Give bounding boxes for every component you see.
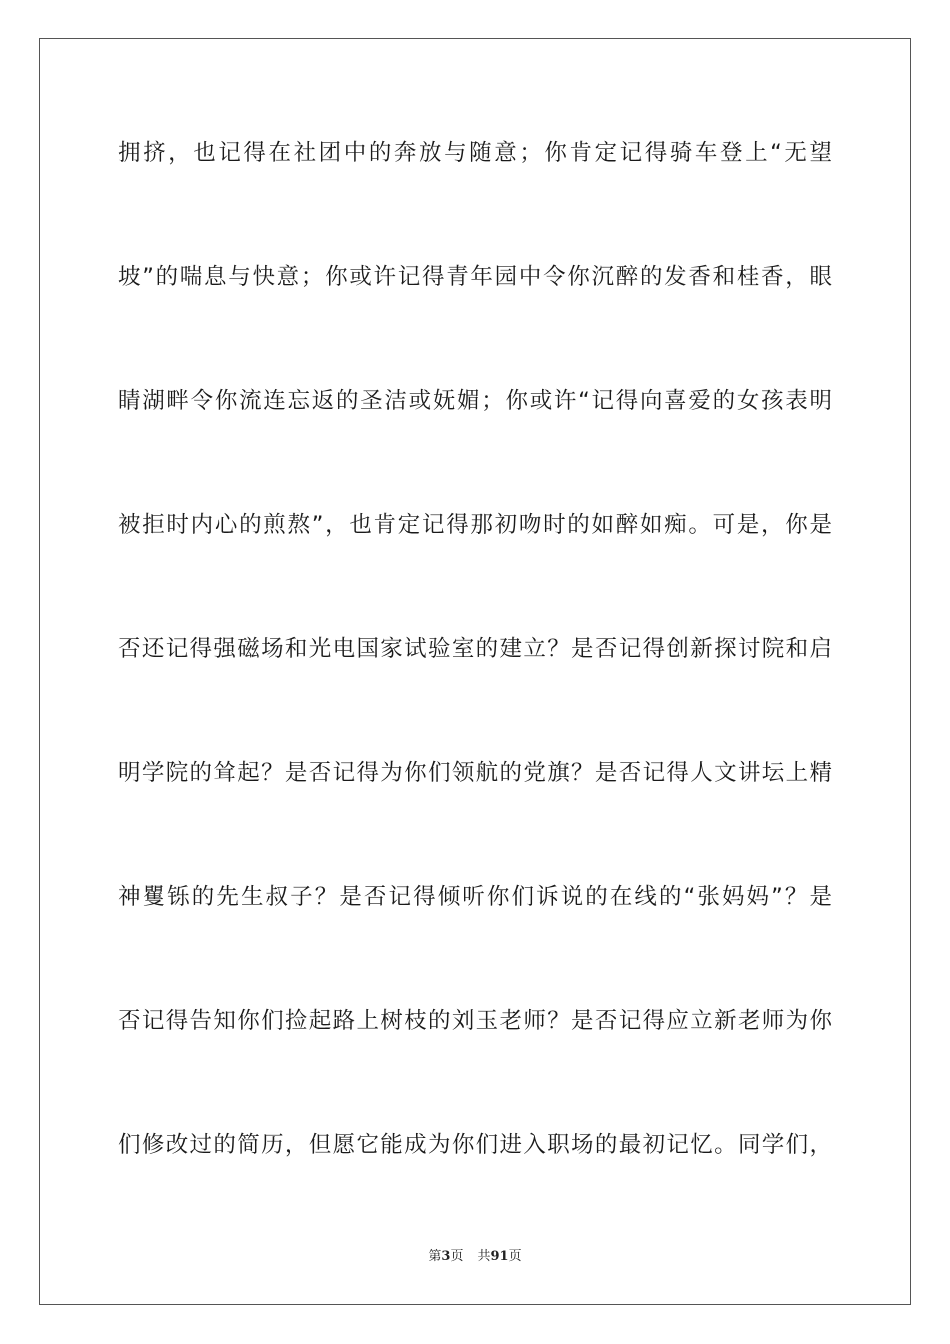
text-line: 被拒时内心的煎熬”，也肯定记得那初吻时的如醉如痴。可是，你是 [118,512,832,538]
page-footer [0,1245,950,1264]
text-line: 拥挤，也记得在社团中的奔放与随意；你肯定记得骑车登上“无望 [118,140,832,166]
text-line: 神矍铄的先生叔子？是否记得倾听你们诉说的在线的“张妈妈”？是 [118,884,832,910]
text-line: 明学院的耸起？是否记得为你们领航的党旗？是否记得人文讲坛上精 [118,760,832,786]
page-label-prefix: 第 [428,1249,442,1264]
total-pages: 91 [490,1249,509,1264]
total-label-prefix: 共 [477,1249,491,1264]
total-label-suffix: 页 [508,1249,522,1264]
text-line: 否还记得强磁场和光电国家试验室的建立？是否记得创新探讨院和启 [118,636,832,662]
page-border [39,38,911,1305]
text-line: 否记得告知你们捡起路上树枝的刘玉老师？是否记得应立新老师为你 [118,1008,832,1034]
text-line: 们修改过的简历，但愿它能成为你们进入职场的最初记忆。同学们， [118,1132,832,1158]
page-label-suffix: 页 [450,1249,464,1264]
page-number: 3 [441,1249,451,1264]
text-line: 睛湖畔令你流连忘返的圣洁或妩媚；你或许“记得向喜爱的女孩表明 [118,388,832,414]
text-line: 坡”的喘息与快意；你或许记得青年园中令你沉醉的发香和桂香，眼 [118,264,832,290]
